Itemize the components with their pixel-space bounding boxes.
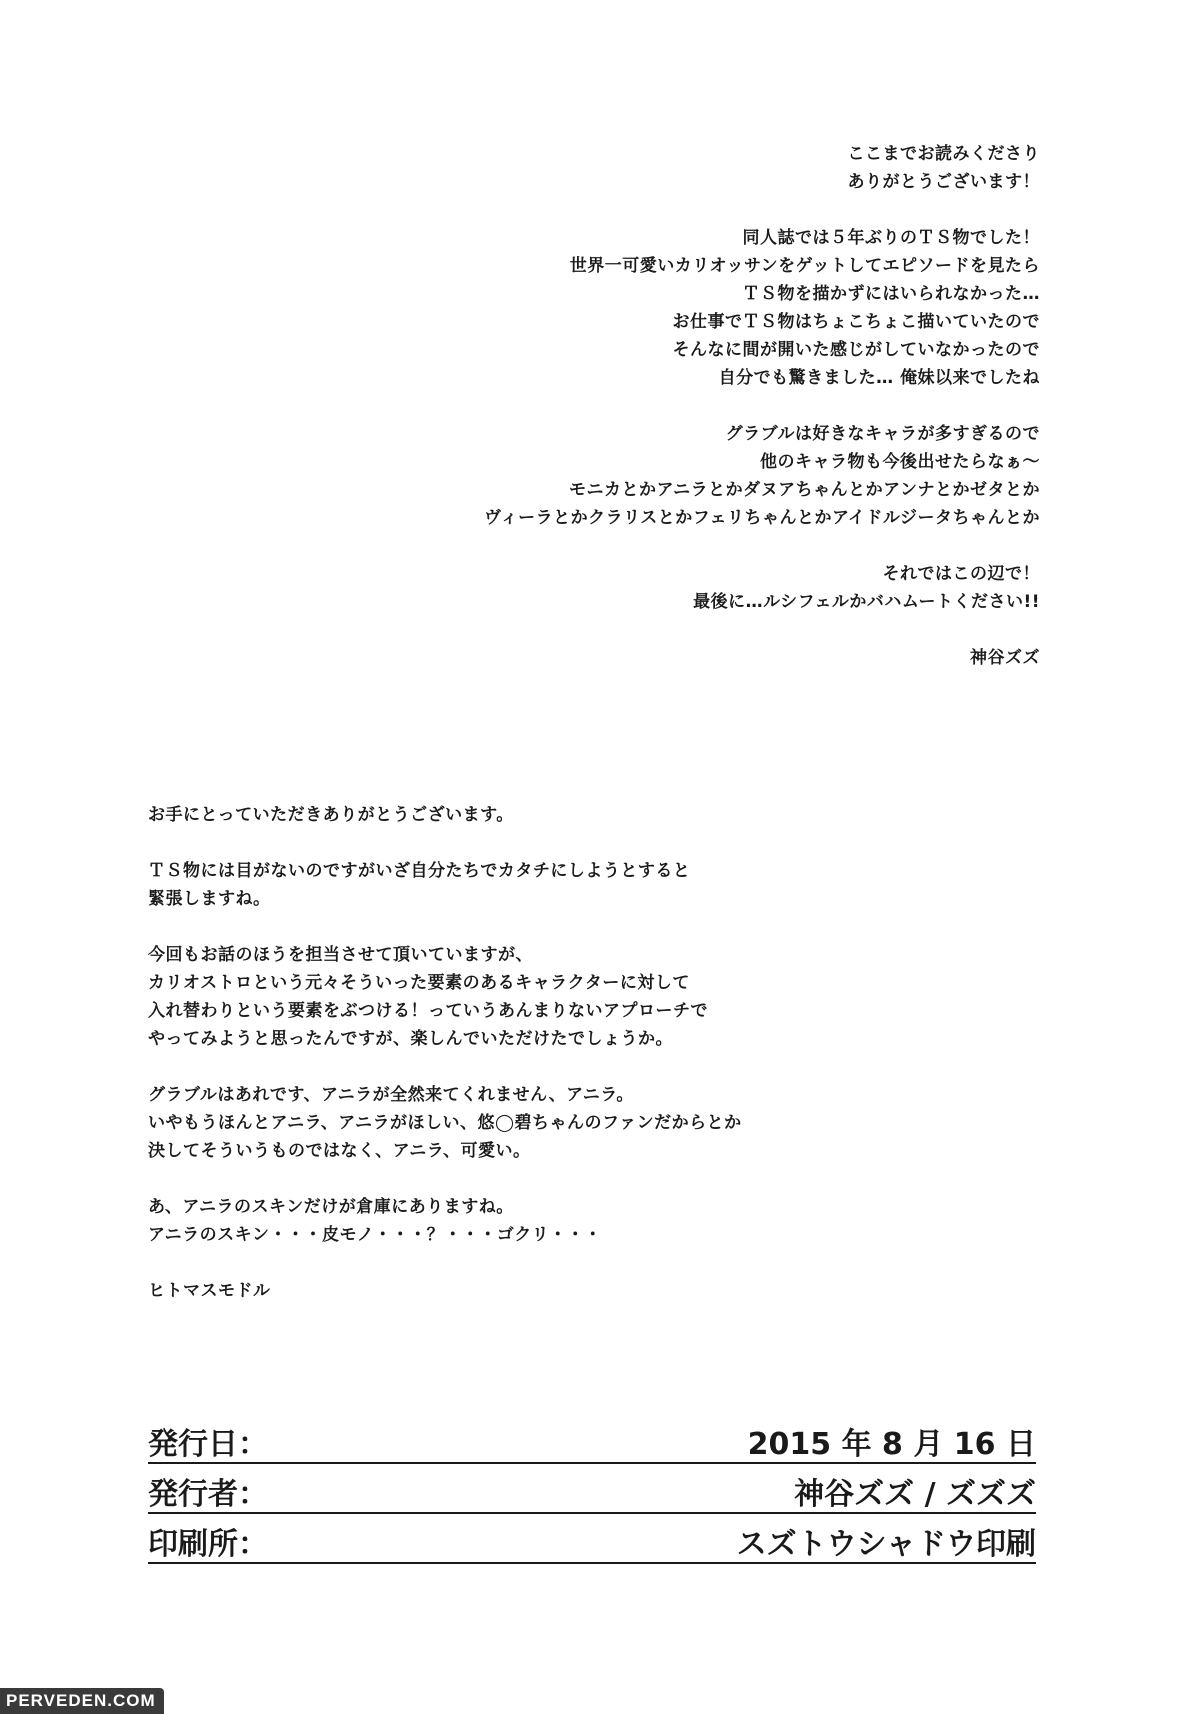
text-line: グラブルはあれです、アニラが全然来てくれません、アニラ。 — [148, 1085, 634, 1105]
text-line: それではこの辺で！ — [882, 564, 1040, 584]
paragraph-gap — [148, 829, 742, 857]
date-label: 発行日： — [148, 1427, 268, 1462]
text-line: カリオストロという元々そういった要素のあるキャラクターに対して — [148, 973, 690, 993]
text-line: ここまでお読みくださり — [847, 144, 1040, 164]
text-line: 入れ替わりという要素をぶつける！っていうあんまりないアプローチで — [148, 1001, 708, 1021]
text-line: 決してそういうものではなく、アニラ、可愛い。 — [148, 1141, 531, 1161]
paragraph-gap — [484, 532, 1040, 560]
paragraph-gap — [148, 913, 742, 941]
text-line: 神谷ズズ — [970, 648, 1040, 668]
text-line: ＴＳ物を描かずにはいられなかった… — [742, 284, 1040, 304]
paragraph-gap — [484, 196, 1040, 224]
paragraph-gap — [148, 1053, 742, 1081]
paragraph-gap — [484, 392, 1040, 420]
text-line: ヒトマスモドル — [148, 1281, 271, 1301]
colophon-publisher-row — [148, 1470, 1036, 1514]
printer-value: スズトウシャドウ印刷 — [736, 1527, 1036, 1562]
colophon-date-row — [148, 1420, 1036, 1464]
colophon — [148, 1420, 1036, 1570]
author-afterword-left — [148, 801, 742, 1305]
text-line: お手にとっていただきありがとうございます。 — [148, 805, 514, 825]
text-line: ＴＳ物には目がないのですがいざ自分たちでカタチにしようとすると — [148, 861, 691, 881]
text-line: やってみようと思ったんですが、楽しんでいただけたでしょうか。 — [148, 1029, 673, 1049]
text-line: 緊張しますね。 — [148, 889, 271, 909]
printer-label: 印刷所： — [148, 1527, 268, 1562]
publisher-label: 発行者： — [148, 1477, 268, 1512]
paragraph-gap — [148, 1249, 742, 1277]
text-line: 今回もお話のほうを担当させて頂いていますが、 — [148, 945, 533, 965]
text-line: いやもうほんとアニラ、アニラがほしい、悠◯碧ちゃんのファンだからとか — [148, 1113, 742, 1133]
text-line: 同人誌では５年ぶりのＴＳ物でした！ — [742, 228, 1040, 248]
text-line: ヴィーラとかクラリスとかフェリちゃんとかアイドルジータちゃんとか — [484, 508, 1040, 528]
publisher-value: 神谷ズズ / ズズズ — [794, 1477, 1036, 1512]
text-line: 最後に…ルシフェルかバハムートください!! — [693, 592, 1040, 612]
text-line: アニラのスキン・・・皮モノ・・・？・・・ゴクリ・・・ — [148, 1225, 602, 1245]
date-value: 2015 年 8 月 16 日 — [747, 1427, 1036, 1462]
text-line: 世界一可愛いカリオッサンをゲットしてエピソードを見たら — [569, 256, 1040, 276]
text-line: グラブルは好きなキャラが多すぎるので — [725, 424, 1040, 444]
paragraph-gap — [148, 1165, 742, 1193]
text-line: 他のキャラ物も今後出せたらなぁ～ — [760, 452, 1040, 472]
text-line: 自分でも驚きました… 俺妹以来でしたね — [718, 368, 1040, 388]
text-line: モニカとかアニラとかダヌアちゃんとかアンナとかゼタとか — [569, 480, 1040, 500]
author-afterword-right — [484, 140, 1040, 672]
text-line: ありがとうございます！ — [847, 172, 1040, 192]
text-line: あ、アニラのスキンだけが倉庫にありますね。 — [148, 1197, 514, 1217]
text-line: そんなに間が開いた感じがしていなかったので — [672, 340, 1040, 360]
colophon-printer-row — [148, 1520, 1036, 1564]
site-watermark: PERVEDEN.COM — [0, 1688, 164, 1714]
text-line: お仕事でＴＳ物はちょこちょこ描いていたので — [672, 312, 1040, 332]
paragraph-gap — [484, 616, 1040, 644]
